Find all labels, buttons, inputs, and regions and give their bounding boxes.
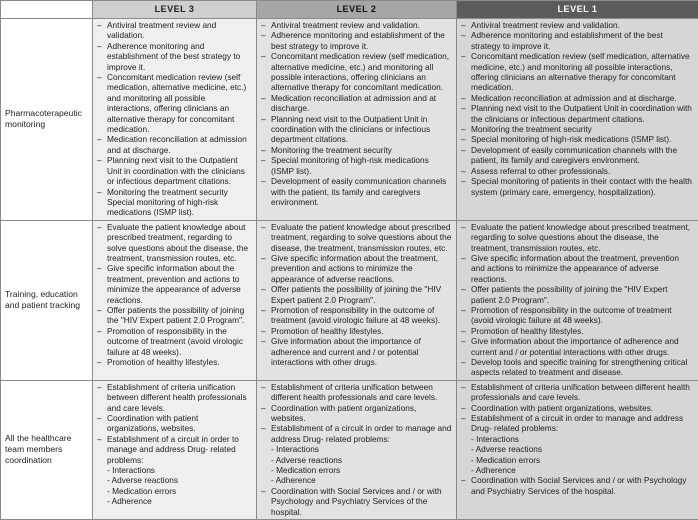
list-item: – Monitoring the treatment security bbox=[97, 187, 252, 197]
corner-cell bbox=[1, 1, 93, 19]
sub-list-item: - Adherence bbox=[461, 465, 694, 475]
list-item: – Monitoring the treatment security bbox=[461, 124, 694, 134]
list-item: Special monitoring of high-risk medications (ISMP list). bbox=[97, 197, 252, 218]
header-level-3: LEVEL 3 bbox=[93, 1, 257, 19]
bullet-list bbox=[97, 382, 252, 507]
sub-list-item: - Adverse reactions bbox=[261, 455, 452, 465]
list-item: – Promotion of healthy lifestyles. bbox=[261, 326, 452, 336]
list-item: – Medication reconciliation at admission and at discharge. bbox=[97, 134, 252, 155]
list-item: – Special monitoring of patients in their contact with the health system (primary care, emergency, hospitalization). bbox=[461, 176, 694, 197]
list-item: – Medication reconciliation at admission and at discharge. bbox=[261, 93, 452, 114]
list-item: – Coordination with Social Services and / or with Psychology and Psychiatry Services of the hospital. bbox=[261, 486, 452, 517]
list-item: – Special monitoring of high-risk medications (ISMP list). bbox=[261, 155, 452, 176]
list-item: – Give specific information about the treatment, prevention and actions to minimize the appearance of adverse reactions. bbox=[97, 263, 252, 305]
list-item: – Offer patients the possibility of joining the "HIV Expert patient 2.0 Program". bbox=[261, 284, 452, 305]
list-item: – Promotion of responsibility in the outcome of treatment (avoid virologic failure at 48 weeks). bbox=[261, 305, 452, 326]
header-row bbox=[1, 1, 698, 19]
list-item: – Establishment of a circuit in order to manage and address Drug- related problems: bbox=[261, 423, 452, 444]
list-item: – Concomitant medication review (self medication, alternative medicine, etc.) and monitoring all possible interactions, offering clinicians an alternative therapy for concomitant medication. bbox=[97, 72, 252, 134]
table-row bbox=[1, 380, 698, 519]
bullet-list bbox=[461, 20, 694, 197]
sub-list-item: - Medication errors bbox=[97, 486, 252, 496]
cell-level2 bbox=[257, 380, 457, 519]
cell-level2 bbox=[257, 220, 457, 380]
list-item: – Assess referral to other professionals. bbox=[461, 166, 694, 176]
list-item: – Special monitoring of high-risk medications (ISMP list). bbox=[461, 134, 694, 144]
sub-list-item: - Adverse reactions bbox=[461, 444, 694, 454]
sub-list-item: - Interactions bbox=[261, 444, 452, 454]
list-item: – Planning next visit to the Outpatient Unit in coordination with the clinicians or infectious department citations. bbox=[261, 114, 452, 145]
list-item: – Coordination with patient organizations, websites. bbox=[97, 413, 252, 434]
header-level-2: LEVEL 2 bbox=[257, 1, 457, 19]
list-item: – Give information about the importance of adherence and current and / or potential interactions with other drugs. bbox=[461, 336, 694, 357]
list-item: – Medication reconciliation at admission and at discharge. bbox=[461, 93, 694, 103]
table-row bbox=[1, 220, 698, 380]
list-item: – Evaluate the patient knowledge about prescribed treatment, regarding to solve questions about the disease, the treatment, transmission routes, etc. bbox=[97, 222, 252, 264]
list-item: – Evaluate the patient knowledge about prescribed treatment, regarding to solve questions about the disease, the treatment, transmission routes, etc. bbox=[461, 222, 694, 253]
list-item: – Give specific information about the treatment, prevention and actions to minimize the appearance of adverse reactions. bbox=[461, 253, 694, 284]
list-item: – Establishment of criteria unification between different health professionals and care levels. bbox=[461, 382, 694, 403]
cell-level1 bbox=[457, 380, 698, 519]
row-label: Training, education and patient tracking bbox=[1, 220, 93, 380]
bullet-list bbox=[461, 222, 694, 378]
cell-level1 bbox=[457, 19, 698, 221]
bullet-list bbox=[461, 382, 694, 496]
header-level-1: LEVEL 1 bbox=[457, 1, 698, 19]
list-item: – Give specific information about the treatment, prevention and actions to minimize the appearance of adverse reactions. bbox=[261, 253, 452, 284]
list-item: – Concomitant medication review (self medication, alternative medicine, etc.) and monitoring all possible interactions, offering clinicians an alternative therapy for concomitant medication. bbox=[461, 51, 694, 93]
list-item: – Develop tools and specific training for strengthening critical aspects related to treatment and disease. bbox=[461, 357, 694, 378]
list-item: – Promotion of responsibility in the outcome of treatment (avoid virologic failure at 48 weeks). bbox=[461, 305, 694, 326]
list-item: – Antiviral treatment review and validation. bbox=[461, 20, 694, 30]
list-item: – Establishment of a circuit in order to manage and address Drug- related problems: bbox=[461, 413, 694, 434]
bullet-list bbox=[97, 20, 252, 218]
table-row bbox=[1, 19, 698, 221]
sub-list-item: - Adverse reactions bbox=[97, 475, 252, 485]
list-item: – Antiviral treatment review and validation. bbox=[261, 20, 452, 30]
sub-list-item: - Interactions bbox=[97, 465, 252, 475]
row-label: All the healthcare team members coordination bbox=[1, 380, 93, 519]
list-item: – Establishment of criteria unification between different health professionals and care levels. bbox=[97, 382, 252, 413]
list-item: – Adherence monitoring and establishment of the best strategy to improve it. bbox=[97, 41, 252, 72]
list-item: – Planning next visit to the Outpatient Unit in coordination with the clinicians or infectious department citations. bbox=[461, 103, 694, 124]
list-item: – Offer patients the possibility of joining the "HIV Expert patient 2.0 Program". bbox=[97, 305, 252, 326]
sub-list-item: - Adherence bbox=[261, 475, 452, 485]
list-item: – Monitoring the treatment security bbox=[261, 145, 452, 155]
cell-level3 bbox=[93, 19, 257, 221]
list-item: – Promotion of responsibility in the outcome of treatment (avoid virologic failure at 48 weeks). bbox=[97, 326, 252, 357]
list-item: – Promotion of healthy lifestyles. bbox=[461, 326, 694, 336]
list-item: – Concomitant medication review (self medication, alternative medicine, etc.) and monitoring all possible interactions, offering clinicians an alternative therapy for concomitant medication. bbox=[261, 51, 452, 93]
list-item: – Adherence monitoring and establishment of the best strategy to improve it. bbox=[261, 30, 452, 51]
list-item: – Planning next visit to the Outpatient Unit in coordination with the clinicians or infectious department citations. bbox=[97, 155, 252, 186]
list-item: – Promotion of healthy lifestyles. bbox=[97, 357, 252, 367]
list-item: – Antiviral treatment review and validation. bbox=[97, 20, 252, 41]
sub-list-item: - Adherence bbox=[97, 496, 252, 506]
list-item: – Evaluate the patient knowledge about prescribed treatment, regarding to solve questions about the disease, the treatment, transmission routes, etc. bbox=[261, 222, 452, 253]
list-item: – Coordination with patient organizations, websites. bbox=[261, 403, 452, 424]
bullet-list bbox=[261, 382, 452, 517]
row-label: Pharmacoterapeutic monitoring bbox=[1, 19, 93, 221]
list-item: – Coordination with Social Services and / or with Psychology and Psychiatry Services of the hospital. bbox=[461, 475, 694, 496]
list-item: – Give information about the importance of adherence and current and / or potential interactions with other drugs. bbox=[261, 336, 452, 367]
list-item: – Offer patients the possibility of joining the "HIV Expert patient 2.0 Program". bbox=[461, 284, 694, 305]
list-item: – Adherence monitoring and establishment of the best strategy to improve it. bbox=[461, 30, 694, 51]
bullet-list bbox=[261, 222, 452, 368]
cell-level3 bbox=[93, 220, 257, 380]
sub-list-item: - Medication errors bbox=[261, 465, 452, 475]
bullet-list bbox=[261, 20, 452, 207]
cell-level1 bbox=[457, 220, 698, 380]
list-item: – Establishment of criteria unification between different health professionals and care levels. bbox=[261, 382, 452, 403]
list-item: – Coordination with patient organizations, websites. bbox=[461, 403, 694, 413]
list-item: – Development of easily communication channels with the patient, its family and caregivers environment. bbox=[461, 145, 694, 166]
bullet-list bbox=[97, 222, 252, 368]
list-item: – Establishment of a circuit in order to manage and address Drug- related problems: bbox=[97, 434, 252, 465]
cell-level3 bbox=[93, 380, 257, 519]
cell-level2 bbox=[257, 19, 457, 221]
sub-list-item: - Interactions bbox=[461, 434, 694, 444]
list-item: – Development of easily communication channels with the patient, its family and caregivers environment. bbox=[261, 176, 452, 207]
sub-list-item: - Medication errors bbox=[461, 455, 694, 465]
